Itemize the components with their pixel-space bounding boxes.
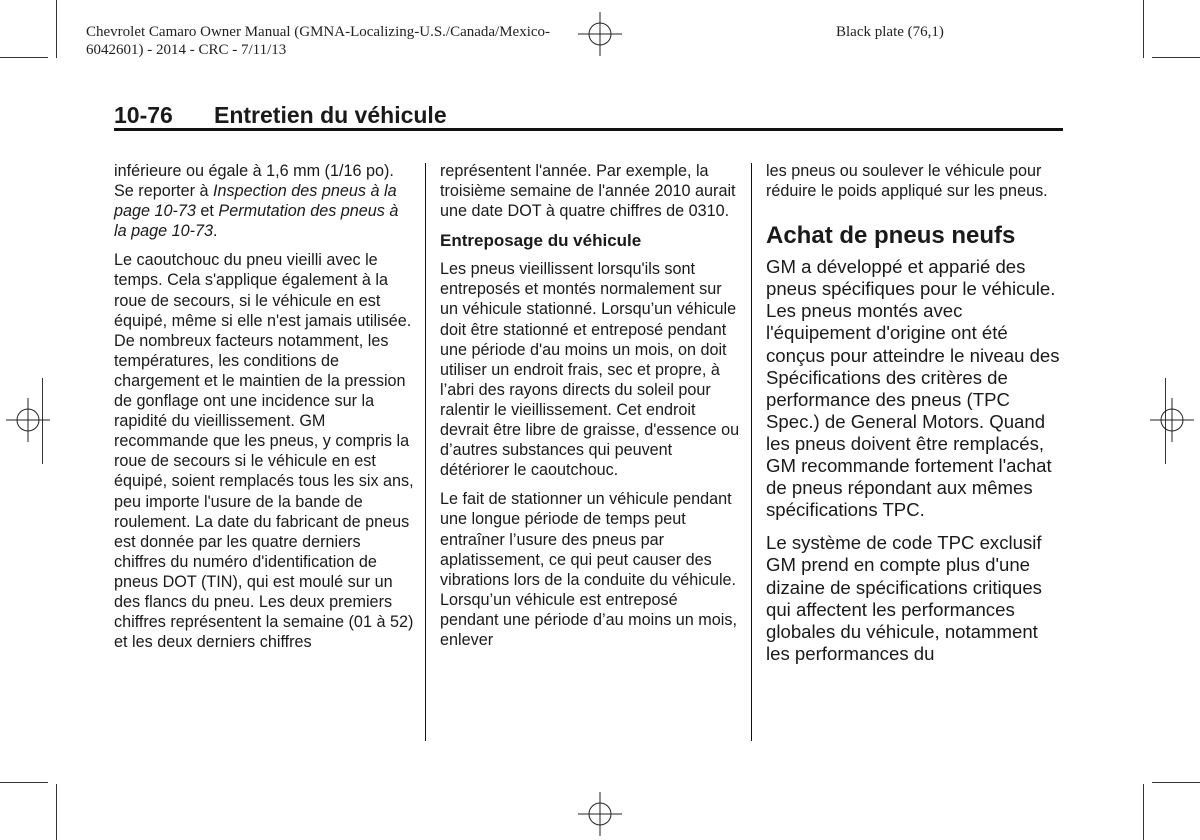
crop-mark-top-left-h: [0, 57, 48, 58]
crop-mark-top-right-h: [1152, 57, 1200, 58]
column-divider-2: [751, 163, 752, 741]
paragraph: les pneus ou soulever le véhicule pour réduire le poids appliqué sur les pneus.: [766, 162, 1048, 201]
crop-mark-bottom-left-h: [0, 782, 48, 783]
text-run: inférieure ou égale à 1,6 mm (1/16 po). Se reporter à: [114, 162, 394, 201]
page-number: 10-76: [114, 102, 173, 128]
paragraph: Les pneus vieillissent lorsqu'ils sont entreposés et montés normalement sur un véhicule stationné. Lorsqu’un véhicule doit être stationné et entreposé pendant une période d'au moins un mois, on doit utiliser un endroit frais, sec et propre, à l’abri des rayons directs du soleil pour ralentir le vieillissement. Cet endroit devrait être libre de graisse, d'essence ou d’autres substances qui peuvent détériorer le caoutchouc.: [440, 260, 740, 480]
section-title: Entretien du véhicule: [214, 102, 447, 128]
text-run: et: [195, 202, 219, 221]
paragraph: représentent l'année. Par exemple, la troisième semaine de l'année 2010 aurait une date DOT à quatre chiffres de 0310.: [440, 162, 736, 221]
registration-mark-left-icon: [6, 398, 50, 442]
text-run: .: [213, 222, 218, 241]
column-1: [114, 161, 414, 661]
paragraph: [114, 161, 414, 241]
cross-reference-link[interactable]: Inspection des pneus à la page 10-73: [114, 182, 397, 221]
subheading: Entreposage du véhicule: [440, 231, 642, 251]
crop-mark-bottom-right-h: [1152, 782, 1200, 783]
registration-mark-top-icon: [578, 12, 622, 56]
crop-mark-bottom-right: [1143, 784, 1144, 840]
registration-mark-bottom-icon: [578, 792, 622, 836]
meta-line-1: Chevrolet Camaro Owner Manual (GMNA-Localizing-U.S./Canada/Mexico-: [86, 24, 551, 40]
paragraph: Le système de code TPC exclusif GM prend en compte plus d'une dizaine de spécifications critiques qui affectent les performances globales du véhicule, notamment les performances du: [766, 532, 1042, 664]
plate-label: Black plate (76,1): [836, 24, 944, 40]
column-divider-1: [425, 163, 426, 741]
paragraph: Le fait de stationner un véhicule pendant une longue période de temps peut entraîner l’usure des pneus par aplatissement, ce qui peut causer des vibrations lors de la conduite du véhicule. Lorsqu’un véhicule est entreposé pendant une période d’au moins un mois, enlever: [440, 490, 737, 649]
paragraph: Le caoutchouc du pneu vieilli avec le temps. Cela s'applique également à la roue de secours, si le véhicule en est équipé, même si elle n'est jamais utilisée. De nombreux facteurs notamment, les températures, les conditions de chargement et le maintien de la pression de gonflage ont une incidence sur la rapidité du vieillissement. GM recommande que les pneus, y compris la roue de secours si le véhicule en est équipé, soient remplacés tous les six ans, peu importe l'usure de la bande de roulement. La date du fabricant de pneus est donnée par les quatre derniers chiffres du numéro d'identification de pneus DOT (TIN), qui est moulé sur un des flancs du pneu. Les deux premiers chiffres représentent la semaine (01 à 52) et les deux derniers chiffres: [114, 251, 414, 652]
crop-mark-top-right: [1143, 0, 1144, 58]
crop-mark-top-left: [56, 0, 57, 58]
document-meta: [86, 23, 550, 59]
column-3-body: [766, 256, 1066, 665]
registration-mark-right-icon: [1150, 398, 1194, 442]
crop-mark-bottom-left: [56, 784, 57, 840]
paragraph: GM a développé et apparié des pneus spécifiques pour le véhicule. Les pneus montés avec l'équipement d'origine ont été conçus pour atteindre le niveau des Spécifications des critères de performance des pneus (TPC Spec.) de General Motors. Quand les pneus doivent être remplacés, GM recommande fortement l'achat de pneus répondant aux mêmes spécifications TPC.: [766, 256, 1060, 521]
header-rule: [114, 128, 1063, 131]
section-heading: Achat de pneus neufs: [766, 222, 1016, 250]
column-3: [766, 161, 1066, 676]
meta-line-2: 6042601) - 2014 - CRC - 7/11/13: [86, 42, 287, 58]
cross-reference-link[interactable]: Permutation des pneus à la page 10-73: [114, 202, 399, 241]
column-2: [440, 161, 740, 659]
